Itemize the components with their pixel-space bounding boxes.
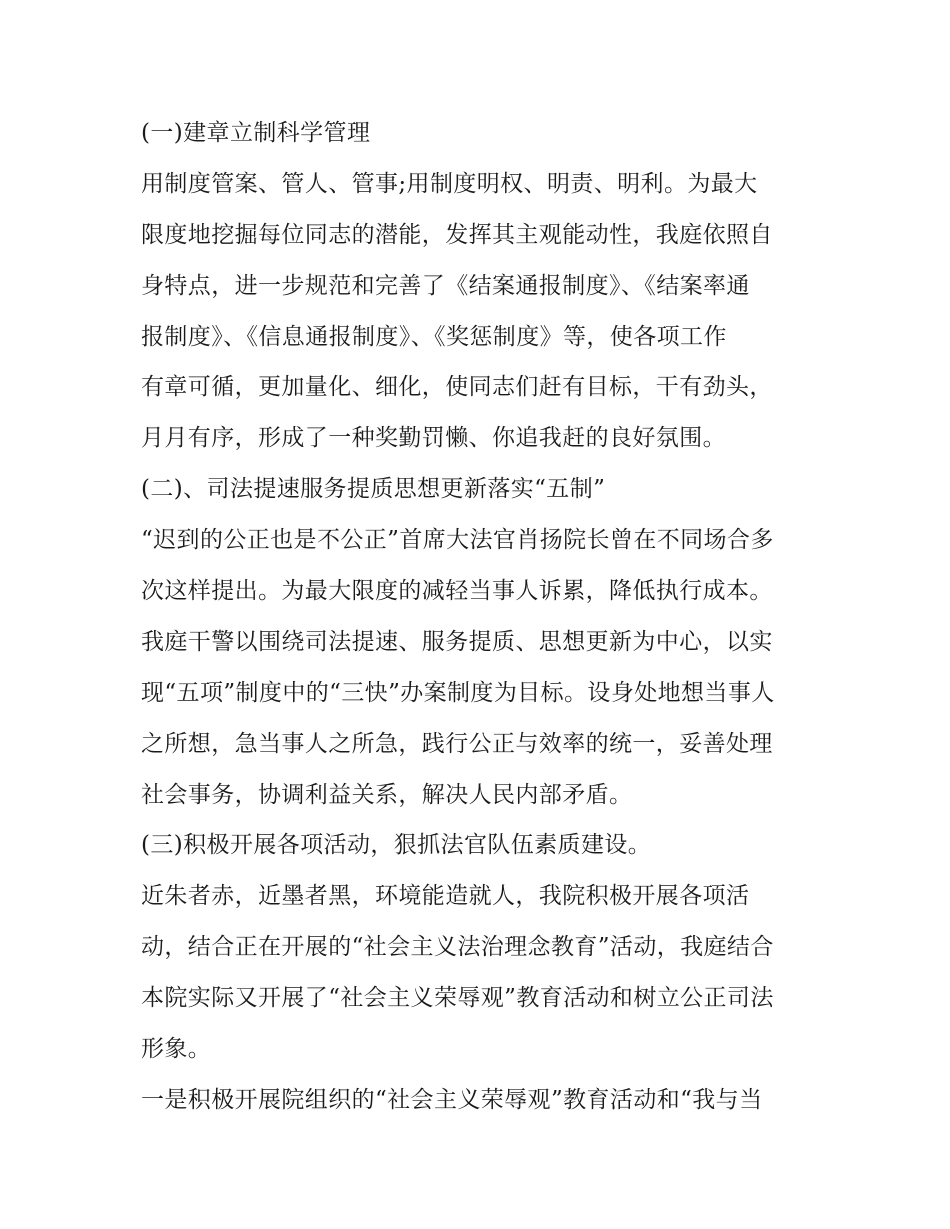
section-heading-2: (二)、司法提速服务提质思想更新落实“五制” <box>141 476 606 503</box>
paragraph-line: 一是积极开展院组织的“社会主义荣辱观”教育活动和“我与当 <box>141 1086 763 1113</box>
paragraph-line: 用制度管案、管人、管事;用制度明权、明责、明利。为最大 <box>141 170 758 197</box>
paragraph-line: 我庭干警以围绕司法提速、服务提质、思想更新为中心，以实 <box>141 628 773 655</box>
paragraph-line: 形象。 <box>141 1036 212 1063</box>
paragraph-line: 限度地挖掘每位同志的潜能，发挥其主观能动性，我庭依照自 <box>141 221 773 248</box>
paragraph-line: “迟到的公正也是不公正”首席大法官肖扬院长曾在不同场合多 <box>141 527 774 554</box>
paragraph-line: 之所想，急当事人之所急，践行公正与效率的统一，妥善处理 <box>141 730 773 757</box>
paragraph-line: 有章可循，更加量化、细化，使同志们赶有目标，干有劲头， <box>141 374 773 401</box>
document-body <box>141 108 821 1126</box>
section-heading-3: (三)积极开展各项活动，狠抓法官队伍素质建设。 <box>141 832 652 859</box>
paragraph-line: 现“五项”制度中的“三快”办案制度为目标。设身处地想当事人 <box>141 679 775 706</box>
section-heading-1: (一)建章立制科学管理 <box>141 120 371 146</box>
paragraph-line: 月月有序，形成了一种奖勤罚懒、你追我赶的良好氛围。 <box>141 425 726 452</box>
paragraph-line: 动，结合正在开展的“社会主义法治理念教育”活动，我庭结合 <box>141 934 774 961</box>
paragraph-line: 身特点，进一步规范和完善了《结案通报制度》、《结案率通 <box>141 272 750 299</box>
paragraph-line: 本院实际又开展了“社会主义荣辱观”教育活动和树立公正司法 <box>141 985 774 1012</box>
paragraph-line: 次这样提出。为最大限度的减轻当事人诉累，降低执行成本。 <box>141 578 773 605</box>
paragraph-line: 社会事务，协调利益关系，解决人民内部矛盾。 <box>141 781 633 808</box>
paragraph-line: 报制度》、《信息通报制度》、《奖惩制度》等，使各项工作 <box>141 323 727 350</box>
paragraph-line: 近朱者赤，近墨者黑，环境能造就人，我院积极开展各项活 <box>141 883 750 910</box>
